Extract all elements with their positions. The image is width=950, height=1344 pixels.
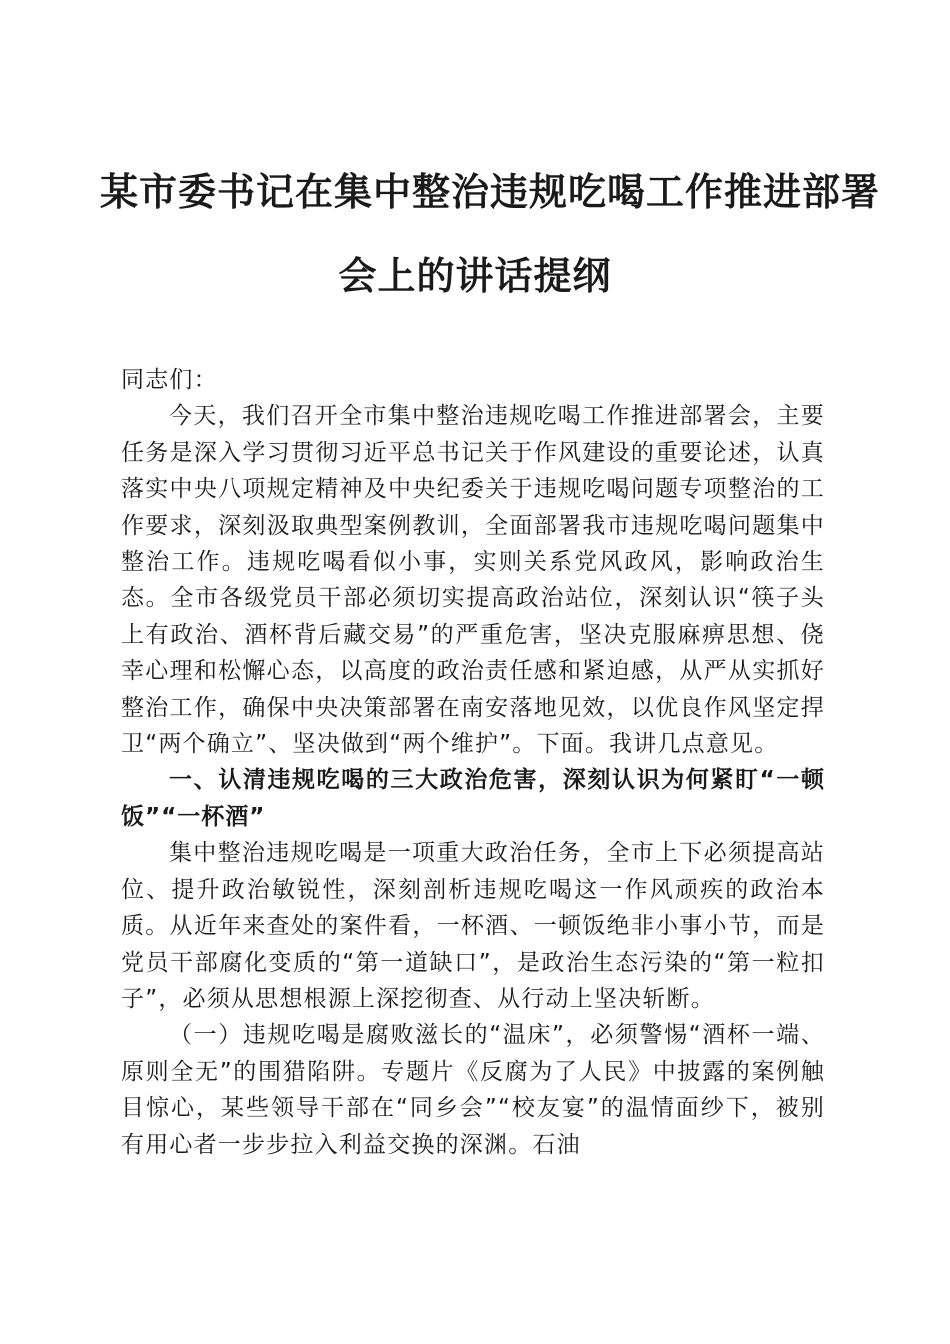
title-line-2: 会上的讲话提纲 [338,253,612,298]
section-heading-1: 一、认清违规吃喝的三大政治危害，深刻认识为何紧盯“一顿饭”“一杯酒” [121,767,825,830]
page-title [100,150,881,318]
document-body [121,362,825,1163]
title-line-1: 某市委书记在集中整治违规吃喝工作推进部署 [100,169,881,214]
paragraph-section-1: 集中整治违规吃喝是一项重大政治任务，全市上下必须提高站位、提升政治敏锐性，深刻剖析违规吃喝这一作风顽疾的政治本质。从近年来查处的案件看，一杯酒、一顿饭绝非小事小节，而是党员干部腐化变质的“第一道缺口”，是政治生态污染的“第一粒扣子”，必须从思想根源上深挖彻查、从行动上坚决斩断。 [121,840,825,1012]
paragraph-subsection-1: （一）违规吃喝是腐败滋长的“温床”，必须警惕“酒杯一端、原则全无”的围猎陷阱。专题片《反腐为了人民》中披露的案例触目惊心，某些领导干部在“同乡会”“校友宴”的温情面纱下，被别有用心者一步步拉入利益交换的深渊。石油 [121,1022,825,1158]
salutation: 同志们： [121,367,218,393]
paragraph-intro: 今天，我们召开全市集中整治违规吃喝工作推进部署会，主要任务是深入学习贯彻习近平总书记关于作风建设的重要论述，认真落实中央八项规定精神及中央纪委关于违规吃喝问题专项整治的工作要求，深刻汲取典型案例教训，全面部署我市违规吃喝问题集中整治工作。违规吃喝看似小事，实则关系党风政风，影响政治生态。全市各级党员干部必须切实提高政治站位，深刻认识“筷子头上有政治、酒杯背后藏交易”的严重危害，坚决克服麻痹思想、侥幸心理和松懈心态，以高度的政治责任感和紧迫感，从严从实抓好整治工作，确保中央决策部署在南安落地见效，以优良作风坚定捍卫“两个确立”、坚决做到“两个维护”。下面。我讲几点意见。 [121,403,825,758]
